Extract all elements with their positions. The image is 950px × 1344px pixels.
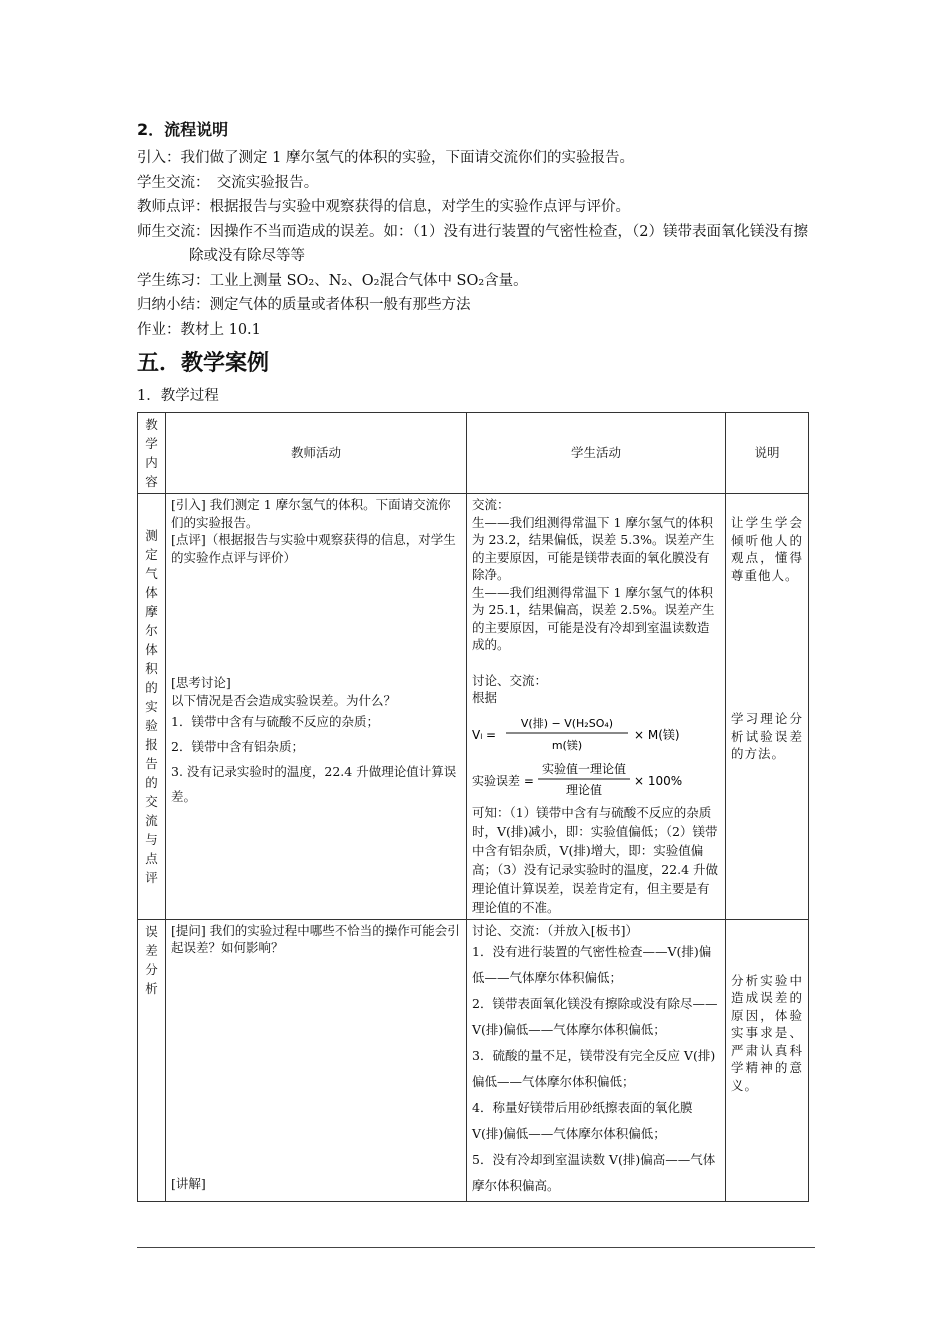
row1-content: 测 定 气 体 摩 尔 体 积 的 实 验 报 告 的 交 流 与 点 评 [138,494,166,920]
student-conclusion: 可知：（1）镁带中含有与硫酸不反应的杂质时，V(排)减小，即：实验值偏低；（2）镁带中含有铝杂质，V(排)增大，即：实验值偏高；（3）没有记录实验时的温度，22.4 升做理论值计算误差，误差肯定有，但主要是有理论值的不准。 [472,804,719,915]
section-5-subtitle: 1．教学过程 [137,388,219,404]
student-discuss-label: 讨论、交流： [472,672,548,688]
svg-text:× M(镁): × M(镁) [634,727,680,742]
header-content: 教 学 内 容 [138,413,166,494]
line-summary: 归纳小结：测定气体的质量或者体积一般有那些方法 [137,297,471,313]
teaching-process-table [137,412,809,1202]
table-header-row [138,413,809,494]
error-item-5: 5．没有冷却到室温读数 V(排)偏高——气体摩尔体积偏高。 [472,1152,716,1193]
header-note: 说明 [726,413,809,494]
think-discuss-question: 以下情况是否会造成实验误差。为什么？ [171,692,397,708]
section-2-title: 2．流程说明 [137,120,229,139]
table-row [138,919,809,1202]
document-page [137,118,817,1202]
header-student: 学生活动 [467,413,726,494]
svg-text:实验值一理论值: 实验值一理论值 [541,761,627,776]
teacher-question: [提问] 我们的实验过程中哪些不恰当的操作可能会引起误差？如何影响？ [171,922,460,955]
line-teacher-comment: 教师点评：根据报告与实验中观察获得的信息，对学生的实验作点评与评价。 [137,199,630,215]
teacher-comment: [点评]（根据报告与实验中观察获得的信息，对学生的实验作点评与评价） [171,532,456,565]
row2-student [467,919,726,1202]
experimental-error-formula [472,761,720,799]
row2-note [726,919,809,1202]
line-intro: 引入：我们做了测定 1 摩尔氢气的体积的实验，下面请交流你们的实验报告。 [137,150,634,166]
think-item-3: 3. 没有记录实验时的温度，22.4 升做理论值计算误差。 [171,764,457,804]
table-row [138,494,809,920]
row2-teacher [166,919,467,1202]
think-item-2: 2．镁带中含有铝杂质； [171,739,304,754]
svg-text:实验误差 =: 实验误差 = [472,773,534,788]
error-item-4: 4．称量好镁带后用砂纸擦表面的氧化膜 V(排)偏低——气体摩尔体积偏低； [472,1100,693,1141]
line-homework: 作业：教材上 10.1 [137,321,261,338]
section-5-title: 五．教学案例 [137,351,270,376]
svg-text:理论值: 理论值 [565,782,603,797]
molar-volume-formula [472,713,720,755]
student-board-intro: 讨论、交流：（并放入[板书]） [472,922,639,938]
row1-teacher [166,494,467,920]
student-exchange-label: 交流： [472,497,510,512]
think-discuss-label: [思考讨论] [171,675,231,690]
error-item-3: 3．硫酸的量不足，镁带没有完全反应 V(排)偏低——气体摩尔体积偏低； [472,1048,716,1089]
teacher-explain: [讲解] [171,1175,206,1191]
svg-text:× 100%: × 100% [634,773,683,788]
svg-text:Vₗ =: Vₗ = [472,727,497,742]
row1-note [726,494,809,920]
think-item-1: 1．镁带中含有与硫酸不反应的杂质； [171,714,379,729]
student-report-2: 生——我们组测得常温下 1 摩尔氢气的体积为 25.1，结果偏高，误差 2.5%。误差产生的主要原因，可能是没有冷却到室温读数造成的。 [472,584,715,652]
row1-student [467,494,726,920]
svg-text:V(排) − V(H₂SO₄): V(排) − V(H₂SO₄) [520,716,614,730]
note-spirit: 分析实验中造成误差的原因，体验实事求是、严肃认真科学精神的意义。 [731,972,803,1093]
line-student-exchange: 学生交流： 交流实验报告。 [137,174,319,191]
line-practice: 学生练习：工业上测量 SO₂、N₂、O₂混合气体中 SO₂含量。 [137,272,528,289]
error-item-1: 1．没有进行装置的气密性检查——V(排)偏低——气体摩尔体积偏低； [472,944,712,985]
footer-divider [137,1247,815,1248]
error-item-2: 2．镁带表面氧化镁没有擦除或没有除尽——V(排)偏低——气体摩尔体积偏低； [472,996,718,1037]
note-theory: 学习理论分析试验误差的方法。 [731,711,803,761]
teacher-intro: [引入] 我们测定 1 摩尔氢气的体积。下面请交流你们的实验报告。 [171,497,451,530]
svg-text:m(镁): m(镁) [551,738,583,752]
header-teacher: 教师活动 [166,413,467,494]
note-respect: 让学生学会倾听他人的观点，懂得尊重他人。 [731,515,803,583]
row2-content: 误 差 分 析 [138,919,166,1202]
student-basis-label: 根据 [472,690,498,705]
line-teacher-student-exchange: 师生交流：因操作不当而造成的误差。如：（1）没有进行装置的气密性检查，（2）镁带表面氧化镁没有擦除或没有除尽等等 [137,223,808,264]
student-report-1: 生——我们组测得常温下 1 摩尔氢气的体积为 23.2，结果偏低，误差 5.3%。误差产生的主要原因，可能是镁带表面的氧化膜没有除净。 [472,514,715,582]
